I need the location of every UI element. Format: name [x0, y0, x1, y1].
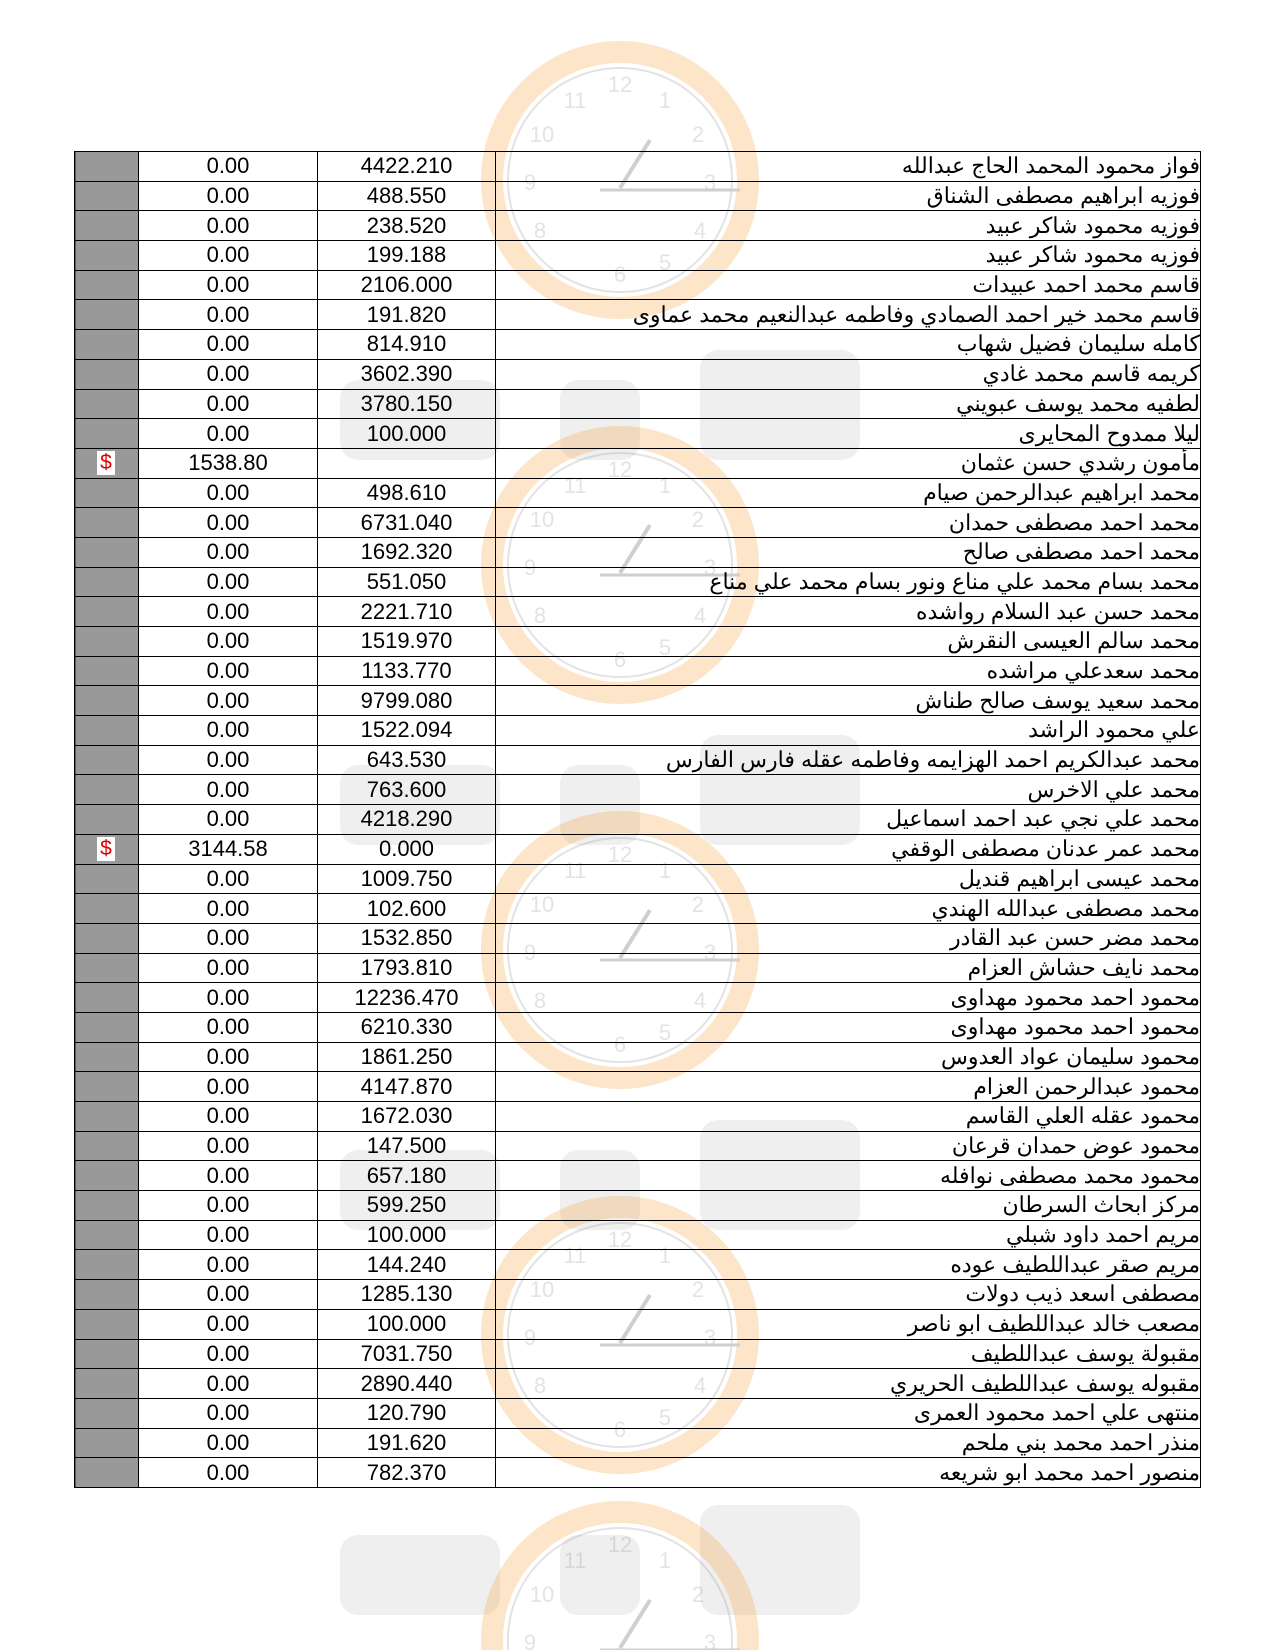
svg-text:1: 1: [658, 1548, 672, 1573]
amount-cell: 144.240: [318, 1250, 496, 1280]
svg-text:11: 11: [563, 858, 587, 883]
hatched-marker-cell: [75, 864, 139, 894]
table-row: [75, 330, 1201, 360]
table-row: [75, 805, 1201, 835]
table-row: [75, 1131, 1201, 1161]
amount-cell: 3780.150: [318, 389, 496, 419]
svg-text:11: 11: [563, 1548, 587, 1573]
amount-cell: 191.820: [318, 300, 496, 330]
table-row: [75, 923, 1201, 953]
table-row: [75, 834, 1201, 864]
amount-cell: 2106.000: [318, 270, 496, 300]
table-row: [75, 597, 1201, 627]
hatched-marker-cell: [75, 1042, 139, 1072]
amount-cell: 1861.250: [318, 1042, 496, 1072]
table-row: [75, 1428, 1201, 1458]
hatched-marker-cell: [75, 627, 139, 657]
amount-cell: 2890.440: [318, 1369, 496, 1399]
balance-cell: 0.00: [139, 1042, 318, 1072]
balance-cell: 0.00: [139, 1191, 318, 1221]
balance-cell: 0.00: [139, 1220, 318, 1250]
svg-text:12: 12: [607, 72, 633, 97]
amount-cell: 12236.470: [318, 983, 496, 1013]
table-row: [75, 1369, 1201, 1399]
name-cell: فوزيه محمود شاكر عبيد: [496, 211, 1201, 241]
balance-cell: 0.00: [139, 1131, 318, 1161]
hatched-marker-cell: [75, 656, 139, 686]
svg-text:3: 3: [703, 170, 717, 195]
table-row: [75, 1102, 1201, 1132]
svg-text:5: 5: [658, 250, 672, 275]
table-row: [75, 775, 1201, 805]
svg-text:3: 3: [703, 940, 717, 965]
svg-text:10: 10: [529, 122, 555, 147]
svg-text:10: 10: [529, 1582, 555, 1607]
svg-text:1: 1: [658, 1243, 672, 1268]
name-cell: مأمون رشدي حسن عثمان: [496, 448, 1201, 478]
name-cell: قاسم محمد احمد عبيدات: [496, 270, 1201, 300]
svg-text:12: 12: [607, 842, 633, 867]
hatched-marker-cell: [75, 241, 139, 271]
hatched-marker-cell: [75, 953, 139, 983]
table-row: [75, 359, 1201, 389]
svg-text:8: 8: [533, 603, 547, 628]
name-cell: محمود احمد محمود مهداوى: [496, 983, 1201, 1013]
hatched-marker-cell: [75, 181, 139, 211]
hatched-marker-cell: [75, 805, 139, 835]
name-cell: ليلا ممدوح المحايرى: [496, 419, 1201, 449]
balance-cell: 0.00: [139, 181, 318, 211]
balance-cell: 0.00: [139, 1398, 318, 1428]
table-row: [75, 1012, 1201, 1042]
svg-text:12: 12: [607, 1227, 633, 1252]
amount-cell: 6731.040: [318, 508, 496, 538]
name-cell: فواز محمود المحمد الحاج عبدالله: [496, 152, 1201, 182]
svg-text:5: 5: [658, 1020, 672, 1045]
amount-cell: 1133.770: [318, 656, 496, 686]
svg-text:6: 6: [613, 647, 627, 672]
name-cell: مريم احمد داود شبلي: [496, 1220, 1201, 1250]
name-cell: مريم صقر عبداللطيف عوده: [496, 1250, 1201, 1280]
svg-text:8: 8: [533, 988, 547, 1013]
balance-cell: 0.00: [139, 953, 318, 983]
amount-cell: [318, 448, 496, 478]
balance-cell: 0.00: [139, 1428, 318, 1458]
balance-cell: 0.00: [139, 1012, 318, 1042]
svg-text:2: 2: [691, 1582, 705, 1607]
name-cell: محمد احمد مصطفى صالح: [496, 537, 1201, 567]
dollar-flag: $: [97, 451, 115, 475]
amount-cell: 488.550: [318, 181, 496, 211]
amount-cell: 120.790: [318, 1398, 496, 1428]
amount-cell: 7031.750: [318, 1339, 496, 1369]
name-cell: قاسم محمد خير احمد الصمادي وفاطمه عبدالنعيم محمد عماوى: [496, 300, 1201, 330]
svg-text:9: 9: [523, 555, 537, 580]
ledger-table: [74, 151, 1201, 1488]
amount-cell: 1285.130: [318, 1280, 496, 1310]
hatched-marker-cell: [75, 1369, 139, 1399]
amount-cell: 782.370: [318, 1458, 496, 1488]
table-row: [75, 1072, 1201, 1102]
amount-cell: 1692.320: [318, 537, 496, 567]
balance-cell: 0.00: [139, 359, 318, 389]
hatched-marker-cell: [75, 567, 139, 597]
amount-cell: 498.610: [318, 478, 496, 508]
amount-cell: 6210.330: [318, 1012, 496, 1042]
balance-cell: 0.00: [139, 923, 318, 953]
table-row: [75, 1309, 1201, 1339]
table-row: [75, 953, 1201, 983]
hatched-marker-cell: [75, 152, 139, 182]
table-row: [75, 152, 1201, 182]
balance-cell: 0.00: [139, 1339, 318, 1369]
table-row: [75, 716, 1201, 746]
hatched-marker-cell: [75, 716, 139, 746]
hatched-marker-cell: [75, 1191, 139, 1221]
amount-cell: 551.050: [318, 567, 496, 597]
amount-cell: 3602.390: [318, 359, 496, 389]
name-cell: محمد ابراهيم عبدالرحمن صيام: [496, 478, 1201, 508]
amount-cell: 2221.710: [318, 597, 496, 627]
name-cell: محمد احمد مصطفى حمدان: [496, 508, 1201, 538]
hatched-marker-cell: [75, 1309, 139, 1339]
hatched-marker-cell: [75, 1012, 139, 1042]
balance-cell: 0.00: [139, 330, 318, 360]
table-row: [75, 983, 1201, 1013]
amount-cell: 763.600: [318, 775, 496, 805]
balance-cell: 0.00: [139, 478, 318, 508]
svg-text:3: 3: [703, 1325, 717, 1350]
name-cell: مركز ابحاث السرطان: [496, 1191, 1201, 1221]
hatched-marker-cell: [75, 419, 139, 449]
amount-cell: 100.000: [318, 1220, 496, 1250]
svg-text:1: 1: [658, 473, 672, 498]
amount-cell: 1519.970: [318, 627, 496, 657]
svg-text:1: 1: [658, 88, 672, 113]
balance-cell: 0.00: [139, 745, 318, 775]
table-row: [75, 894, 1201, 924]
name-cell: كريمه قاسم محمد غادي: [496, 359, 1201, 389]
svg-text:8: 8: [533, 1373, 547, 1398]
hatched-marker-cell: [75, 330, 139, 360]
balance-cell: 0.00: [139, 1161, 318, 1191]
balance-cell: 0.00: [139, 1250, 318, 1280]
svg-text:2: 2: [691, 507, 705, 532]
svg-text:10: 10: [529, 1277, 555, 1302]
hatched-marker-cell: [75, 1339, 139, 1369]
hatched-marker-cell: [75, 1458, 139, 1488]
hatched-marker-cell: [75, 1398, 139, 1428]
name-cell: مصطفى اسعد ذيب دولات: [496, 1280, 1201, 1310]
name-cell: فوزيه ابراهيم مصطفى الشناق: [496, 181, 1201, 211]
svg-text:9: 9: [523, 1325, 537, 1350]
ledger-body: [75, 152, 1201, 1488]
table-row: [75, 1398, 1201, 1428]
svg-text:5: 5: [658, 1405, 672, 1430]
table-row: [75, 656, 1201, 686]
name-cell: محمود سليمان عواد العدوس: [496, 1042, 1201, 1072]
amount-cell: 1522.094: [318, 716, 496, 746]
name-cell: محمد نايف حشاش العزام: [496, 953, 1201, 983]
hatched-marker-cell: [75, 894, 139, 924]
hatched-marker-cell: [75, 300, 139, 330]
hatched-marker-cell: [75, 1250, 139, 1280]
table-row: [75, 389, 1201, 419]
balance-cell: 0.00: [139, 656, 318, 686]
balance-cell: 0.00: [139, 1309, 318, 1339]
balance-cell: 0.00: [139, 1072, 318, 1102]
name-cell: محمد مضر حسن عبد القادر: [496, 923, 1201, 953]
balance-cell: 0.00: [139, 716, 318, 746]
hatched-marker-cell: [75, 211, 139, 241]
name-cell: محمود عوض حمدان قرعان: [496, 1131, 1201, 1161]
name-cell: محمود محمد مصطفى نوافله: [496, 1161, 1201, 1191]
table-row: [75, 864, 1201, 894]
balance-cell: 0.00: [139, 537, 318, 567]
name-cell: محمد سعدعلي مراشده: [496, 656, 1201, 686]
name-cell: منصور احمد محمد ابو شريعه: [496, 1458, 1201, 1488]
hatched-marker-cell: [75, 359, 139, 389]
hatched-marker-cell: [75, 1072, 139, 1102]
balance-cell: 0.00: [139, 805, 318, 835]
balance-cell: 0.00: [139, 1458, 318, 1488]
table-row: [75, 448, 1201, 478]
name-cell: لطفيه محمد يوسف عبويني: [496, 389, 1201, 419]
balance-cell: 0.00: [139, 864, 318, 894]
hatched-marker-cell: [75, 597, 139, 627]
name-cell: محمد علي الاخرس: [496, 775, 1201, 805]
svg-text:12: 12: [607, 1532, 633, 1557]
svg-text:12: 12: [607, 457, 633, 482]
table-row: [75, 211, 1201, 241]
table-row: [75, 1191, 1201, 1221]
svg-text:8: 8: [533, 218, 547, 243]
amount-cell: 1672.030: [318, 1102, 496, 1132]
table-row: [75, 567, 1201, 597]
amount-cell: 102.600: [318, 894, 496, 924]
name-cell: منتهى علي احمد محمود العمرى: [496, 1398, 1201, 1428]
hatched-marker-cell: [75, 745, 139, 775]
table-row: [75, 419, 1201, 449]
svg-text:9: 9: [523, 940, 537, 965]
amount-cell: 4422.210: [318, 152, 496, 182]
amount-cell: 643.530: [318, 745, 496, 775]
balance-cell: 0.00: [139, 894, 318, 924]
name-cell: محمد حسن عبد السلام رواشده: [496, 597, 1201, 627]
svg-text:11: 11: [563, 473, 587, 498]
svg-text:11: 11: [563, 1243, 587, 1268]
hatched-marker-cell: [75, 983, 139, 1013]
svg-text:4: 4: [693, 603, 707, 628]
amount-cell: 599.250: [318, 1191, 496, 1221]
svg-text:1: 1: [658, 858, 672, 883]
amount-cell: 814.910: [318, 330, 496, 360]
table-row: [75, 478, 1201, 508]
svg-text:10: 10: [529, 892, 555, 917]
amount-cell: 9799.080: [318, 686, 496, 716]
name-cell: مقبولة يوسف عبداللطيف: [496, 1339, 1201, 1369]
balance-cell: 0.00: [139, 211, 318, 241]
amount-cell: 4147.870: [318, 1072, 496, 1102]
name-cell: محمود عبدالرحمن العزام: [496, 1072, 1201, 1102]
hatched-marker-cell: [75, 448, 139, 478]
amount-cell: 4218.290: [318, 805, 496, 835]
amount-cell: 191.620: [318, 1428, 496, 1458]
table-row: [75, 1339, 1201, 1369]
svg-text:10: 10: [529, 507, 555, 532]
balance-cell: 1538.80: [139, 448, 318, 478]
hatched-marker-cell: [75, 1280, 139, 1310]
amount-cell: 1793.810: [318, 953, 496, 983]
hatched-marker-cell: [75, 834, 139, 864]
table-row: [75, 241, 1201, 271]
amount-cell: 100.000: [318, 1309, 496, 1339]
table-row: [75, 1250, 1201, 1280]
balance-cell: 0.00: [139, 152, 318, 182]
name-cell: مصعب خالد عبداللطيف ابو ناصر: [496, 1309, 1201, 1339]
amount-cell: 657.180: [318, 1161, 496, 1191]
balance-cell: 0.00: [139, 983, 318, 1013]
hatched-marker-cell: [75, 686, 139, 716]
hatched-marker-cell: [75, 1428, 139, 1458]
svg-text:3: 3: [703, 555, 717, 580]
hatched-marker-cell: [75, 270, 139, 300]
amount-cell: 0.000: [318, 834, 496, 864]
balance-cell: 3144.58: [139, 834, 318, 864]
table-row: [75, 508, 1201, 538]
hatched-marker-cell: [75, 537, 139, 567]
table-row: [75, 627, 1201, 657]
svg-text:3: 3: [703, 1630, 717, 1650]
svg-text:2: 2: [691, 122, 705, 147]
balance-cell: 0.00: [139, 1280, 318, 1310]
name-cell: محمد مصطفى عبدالله الهندي: [496, 894, 1201, 924]
table-row: [75, 181, 1201, 211]
name-cell: محمود احمد محمود مهداوى: [496, 1012, 1201, 1042]
name-cell: محمد عيسى ابراهيم قنديل: [496, 864, 1201, 894]
table-row: [75, 1280, 1201, 1310]
hatched-marker-cell: [75, 1220, 139, 1250]
balance-cell: 0.00: [139, 1102, 318, 1132]
balance-cell: 0.00: [139, 389, 318, 419]
name-cell: منذر احمد محمد بني ملحم: [496, 1428, 1201, 1458]
table-row: [75, 300, 1201, 330]
hatched-marker-cell: [75, 775, 139, 805]
table-row: [75, 1220, 1201, 1250]
amount-cell: 147.500: [318, 1131, 496, 1161]
svg-text:9: 9: [523, 170, 537, 195]
balance-cell: 0.00: [139, 419, 318, 449]
svg-text:4: 4: [693, 1373, 707, 1398]
name-cell: محمد عمر عدنان مصطفى الوقفي: [496, 834, 1201, 864]
table-row: [75, 270, 1201, 300]
hatched-marker-cell: [75, 923, 139, 953]
hatched-marker-cell: [75, 1131, 139, 1161]
balance-cell: 0.00: [139, 300, 318, 330]
hatched-marker-cell: [75, 478, 139, 508]
balance-cell: 0.00: [139, 597, 318, 627]
table-row: [75, 1161, 1201, 1191]
name-cell: مقبوله يوسف عبداللطيف الحريري: [496, 1369, 1201, 1399]
balance-cell: 0.00: [139, 1369, 318, 1399]
balance-cell: 0.00: [139, 627, 318, 657]
name-cell: محمود عقله العلي القاسم: [496, 1102, 1201, 1132]
name-cell: محمد عبدالكريم احمد الهزايمه وفاطمه عقله فارس الفارس: [496, 745, 1201, 775]
balance-cell: 0.00: [139, 775, 318, 805]
name-cell: محمد سالم العيسى النقرش: [496, 627, 1201, 657]
svg-text:6: 6: [613, 1032, 627, 1057]
name-cell: محمد سعيد يوسف صالح طناش: [496, 686, 1201, 716]
dollar-flag: $: [97, 837, 115, 861]
name-cell: محمد بسام محمد علي مناع ونور بسام محمد علي مناع: [496, 567, 1201, 597]
balance-cell: 0.00: [139, 508, 318, 538]
name-cell: فوزيه محمود شاكر عبيد: [496, 241, 1201, 271]
hatched-marker-cell: [75, 389, 139, 419]
name-cell: علي محمود الراشد: [496, 716, 1201, 746]
amount-cell: 1009.750: [318, 864, 496, 894]
balance-cell: 0.00: [139, 270, 318, 300]
balance-cell: 0.00: [139, 686, 318, 716]
amount-cell: 100.000: [318, 419, 496, 449]
svg-text:4: 4: [693, 988, 707, 1013]
svg-text:5: 5: [658, 635, 672, 660]
amount-cell: 238.520: [318, 211, 496, 241]
svg-text:2: 2: [691, 1277, 705, 1302]
balance-cell: 0.00: [139, 567, 318, 597]
amount-cell: 1532.850: [318, 923, 496, 953]
hatched-marker-cell: [75, 1102, 139, 1132]
table-row: [75, 745, 1201, 775]
name-cell: محمد علي نجي عبد احمد اسماعيل: [496, 805, 1201, 835]
balance-cell: 0.00: [139, 241, 318, 271]
table-row: [75, 537, 1201, 567]
svg-text:4: 4: [693, 218, 707, 243]
hatched-marker-cell: [75, 508, 139, 538]
amount-cell: 199.188: [318, 241, 496, 271]
svg-text:6: 6: [613, 262, 627, 287]
hatched-marker-cell: [75, 1161, 139, 1191]
svg-text:11: 11: [563, 88, 587, 113]
clock-watermark: [492, 1512, 748, 1650]
svg-text:6: 6: [613, 1417, 627, 1442]
table-row: [75, 1458, 1201, 1488]
svg-text:2: 2: [691, 892, 705, 917]
table-row: [75, 686, 1201, 716]
table-row: [75, 1042, 1201, 1072]
svg-text:9: 9: [523, 1630, 537, 1650]
name-cell: كامله سليمان فضيل شهاب: [496, 330, 1201, 360]
